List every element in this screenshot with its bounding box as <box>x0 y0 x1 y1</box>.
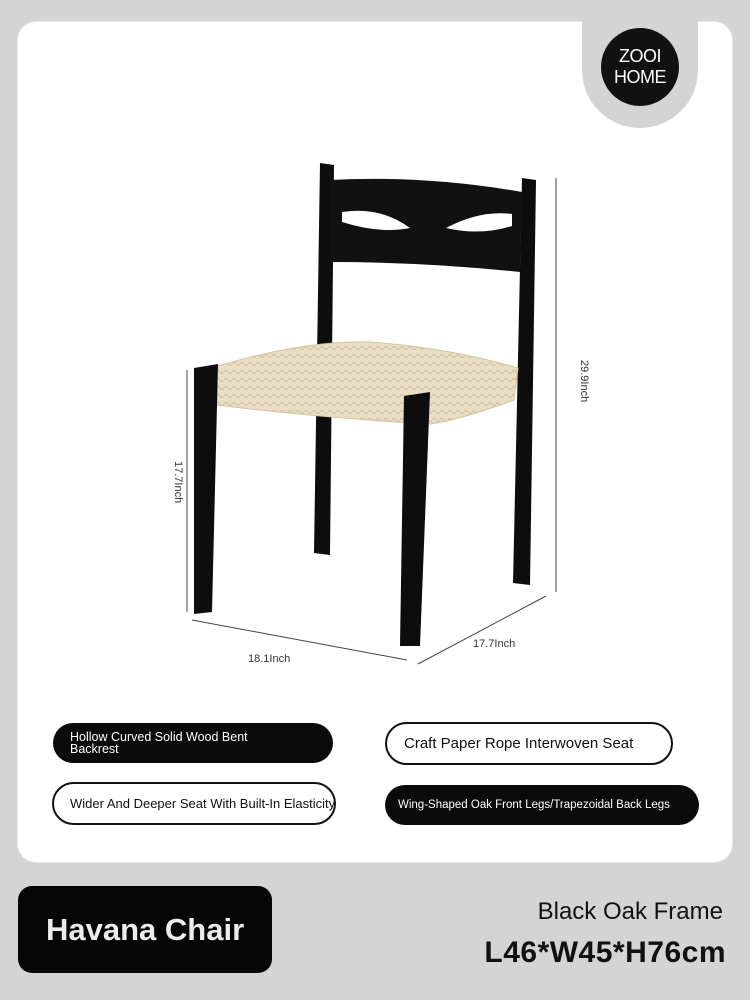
feature-pill-elasticity <box>52 782 336 825</box>
width-label: 18.1Inch <box>248 653 291 665</box>
feature-pill-legs <box>385 785 699 825</box>
seat-height-label: 17.7Inch <box>172 461 184 504</box>
product-name <box>18 886 272 973</box>
feature-text: Hollow Curved Solid Wood Bent Backrest <box>70 730 248 756</box>
feature-text: Wider And Deeper Seat With Built-In Elasticity <box>70 796 336 811</box>
feature-pill-seat <box>385 722 673 765</box>
feature-text: Wing-Shaped Oak Front Legs/Trapezoidal Back Legs <box>398 799 670 811</box>
front-leg-left <box>194 364 218 614</box>
height-label: 29.9Inch <box>578 360 590 403</box>
product-name-text: Havana Chair <box>46 911 245 947</box>
rope-seat <box>205 342 518 424</box>
feature-pill-backrest <box>53 723 333 763</box>
depth-label: 17.7Inch <box>473 638 516 650</box>
feature-text: Craft Paper Rope Interwoven Seat <box>404 735 634 752</box>
product-size: L46*W45*H76cm <box>484 936 726 969</box>
logo-line-2: HOME <box>614 67 666 87</box>
frame-material: Black Oak Frame <box>537 898 723 925</box>
width-dimension-line <box>192 620 407 660</box>
front-leg-right <box>400 392 430 646</box>
depth-dimension-line <box>418 596 546 664</box>
logo-line-1: ZOOI <box>619 46 661 66</box>
